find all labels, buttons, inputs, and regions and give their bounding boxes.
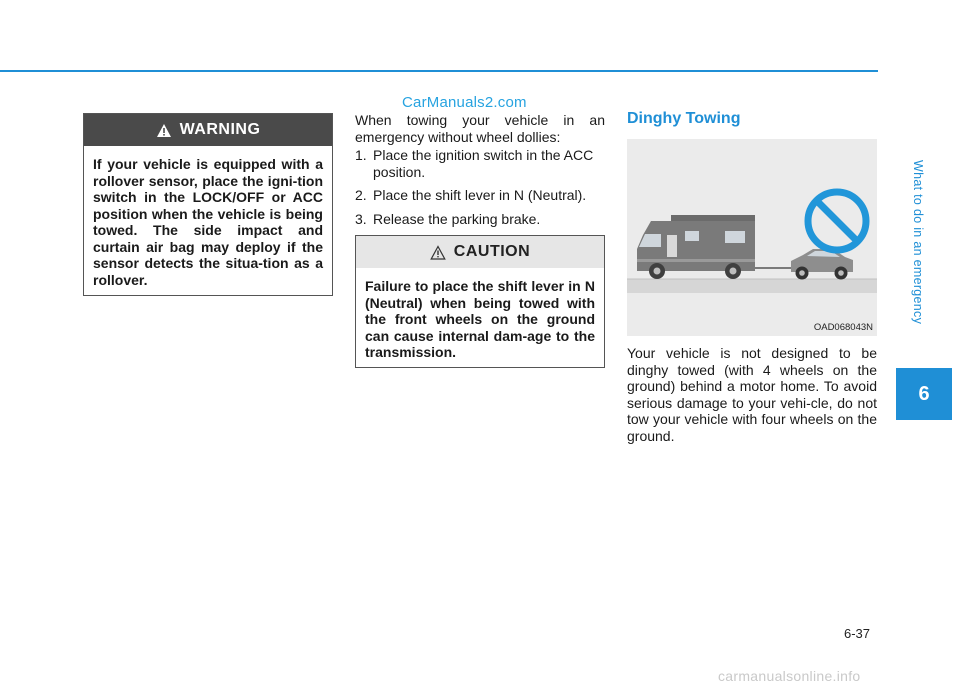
- caution-triangle-icon: [430, 245, 446, 260]
- towing-steps: [355, 147, 605, 234]
- car-icon: [791, 249, 853, 280]
- warning-box: [83, 113, 333, 296]
- section-title: Dinghy Towing: [627, 110, 741, 127]
- watermark-top[interactable]: CarManuals2.com: [402, 94, 527, 111]
- towing-intro: When towing your vehicle in an emergency without wheel dollies:: [355, 112, 605, 145]
- motorhome-icon: [637, 215, 755, 279]
- chapter-title: What to do in an emergency: [911, 160, 925, 325]
- figure-code: OAD068043N: [813, 322, 873, 333]
- list-item: 1. Place the ignition switch in the ACC position.: [355, 147, 594, 180]
- caution-text: Failure to place the shift lever in N (Neutral) when being towed with the front wheels on the ground can cause internal dam-age to the transmission.: [365, 278, 595, 360]
- list-item: 2. Place the shift lever in N (Neutral).: [355, 187, 587, 203]
- header-rule: [0, 70, 878, 72]
- warning-text: If your vehicle is equipped with a rollover sensor, place the igni-tion switch in the LOCK/OFF or ACC position when the vehicle is being towed. The side impact and curtain air bag may deploy if the sensor detects the situa-tion as a rollover.: [93, 156, 323, 288]
- warning-triangle-icon: [156, 123, 172, 138]
- warning-header: [84, 114, 332, 146]
- caution-header: [356, 236, 604, 268]
- chapter-number-tab[interactable]: 6: [896, 368, 952, 420]
- dinghy-text: Your vehicle is not designed to be dinghy towed (with 4 wheels on the ground) behind a motor home. To avoid serious damage to your vehi-cle, do not tow your vehicle with four wheels on the ground.: [627, 345, 877, 444]
- prohibited-icon: [808, 192, 866, 250]
- caution-heading: CAUTION: [453, 243, 531, 260]
- dinghy-towing-figure: [627, 139, 877, 336]
- page-number: 6-37: [844, 626, 871, 641]
- motorhome-towing-car-illustration: [627, 139, 877, 336]
- list-item: 3. Release the parking brake.: [355, 210, 541, 227]
- caution-box: [355, 235, 605, 368]
- watermark-bottom[interactable]: carmanualsonline.info: [718, 668, 861, 684]
- warning-heading: WARNING: [179, 121, 261, 138]
